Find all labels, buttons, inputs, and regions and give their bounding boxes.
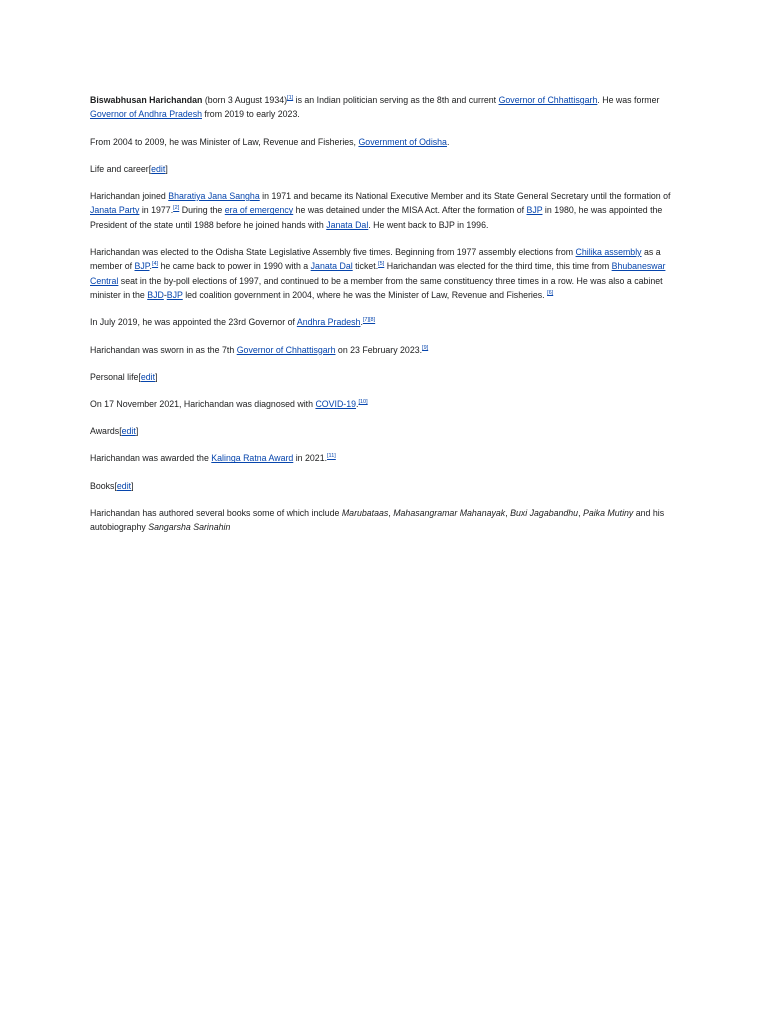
book-title: Buxi Jagabandhu [510,507,579,518]
link-governor-chhattisgarh[interactable]: Governor of Chhattisgarh [236,344,336,355]
link-janata-dal[interactable]: Janata Dal [326,219,369,230]
link-andhra-pradesh[interactable]: Andhra Pradesh [296,317,361,328]
link-janata-party[interactable]: Janata Party [90,205,140,216]
intro-paragraph: Biswabhusan Harichandan (born 3 August 1934)[1] is an Indian politician serving as the 8th and current Governor of Chhattisgarh. He was former Governor of Andhra Pradesh from 2019 to early 2023. [90,95,660,120]
link-government-of-odisha[interactable]: Government of Odisha [358,136,447,147]
citation-5[interactable]: [5] [378,261,385,268]
citation-9[interactable]: [9] [422,344,429,351]
edit-link-personal-life[interactable]: edit [140,371,156,382]
link-bjd[interactable]: BJD [147,290,164,301]
citation-6[interactable]: [6] [547,290,554,297]
citation-7-8[interactable]: [7][8] [362,317,376,324]
section-heading-awards: Awards[edit] [90,426,139,437]
section-heading-life-and-career: Life and career[edit] [90,163,168,174]
link-bjp[interactable]: BJP [526,205,543,216]
article-body [90,93,682,547]
book-title: Paika Mutiny [582,507,634,518]
minister-paragraph: From 2004 to 2009, he was Minister of Law, Revenue and Fisheries, Government of Odisha. [90,136,450,147]
link-kalinga-ratna-award[interactable]: Kalinga Ratna Award [211,453,294,464]
link-bjp[interactable]: BJP [166,290,183,301]
section-heading-personal-life: Personal life[edit] [90,371,158,382]
link-covid-19[interactable]: COVID-19 [315,399,357,410]
career-paragraph-2: Harichandan was elected to the Odisha State Legislative Assembly five times. Beginning from 1977 assembly elections from Chilika assembly as a member of BJP.[4] he came back to power in 1990 with a Janata Dal ticket.[5] Harichandan was elected for the third time, this time from Bhubaneswar Central seat in the by-poll elections of 1997, and continued to be a member from the same constituency three times in a row. He was also a cabinet minister in the BJD-BJP led coalition government in 2004, where he was the Minister of Law, Revenue and Fisheries. [6] [90,247,666,301]
career-paragraph-3: In July 2019, he was appointed the 23rd Governor of Andhra Pradesh.[7][8] [90,317,376,328]
edit-link-awards[interactable]: edit [121,426,136,437]
career-paragraph-1: Harichandan joined Bharatiya Jana Sangha in 1971 and became its National Executive Member and its State General Secretary until the formation of Janata Party in 1977.[2] During the era of emergency he was detained under the MISA Act. After the formation of BJP in 1980, he was appointed the President of the state until 1988 before he joined hands with Janata Dal. He went back to BJP in 1996. [90,191,671,230]
section-heading-books: Books[edit] [90,480,134,491]
link-bhubaneswar-central[interactable]: Bhubaneswar Central [90,261,666,286]
link-chilika-assembly[interactable]: Chilika assembly [575,247,642,258]
citation-2[interactable]: [2] [173,205,180,212]
link-governor-andhra-pradesh[interactable]: Governor of Andhra Pradesh [90,109,202,120]
link-bharatiya-jana-sangha[interactable]: Bharatiya Jana Sangha [168,191,260,202]
link-governor-chhattisgarh[interactable]: Governor of Chhattisgarh [498,95,598,105]
link-janata-dal[interactable]: Janata Dal [310,261,353,272]
edit-link-life-and-career[interactable]: edit [151,163,166,174]
citation-1[interactable]: [1] [287,95,294,102]
link-bjp[interactable]: BJP [134,261,150,272]
edit-link-books[interactable]: edit [116,480,132,491]
personal-paragraph: On 17 November 2021, Harichandan was diagnosed with COVID-19.[10] [90,399,368,410]
subject-name: Biswabhusan Harichandan [90,95,203,105]
book-title: Sangarsha Sarinahin [148,522,231,533]
books-paragraph: Harichandan has authored several books some of which include Marubataas, Mahasangramar Mahanayak, Buxi Jagabandhu, Paika Mutiny and his autobiography Sangarsha Sarinahin [90,507,665,533]
citation-4[interactable]: [4] [151,261,159,268]
book-title: Mahasangramar Mahanayak [393,507,506,518]
book-title: Marubataas [341,507,389,518]
citation-11[interactable]: [11] [327,453,336,460]
citation-10[interactable]: [10] [358,399,368,406]
career-paragraph-4: Harichandan was sworn in as the 7th Governor of Chhattisgarh on 23 February 2023.[9] [90,344,429,355]
link-era-of-emergency[interactable]: era of emergency [224,205,294,216]
awards-paragraph: Harichandan was awarded the Kalinga Ratna Award in 2021.[11] [90,453,336,464]
